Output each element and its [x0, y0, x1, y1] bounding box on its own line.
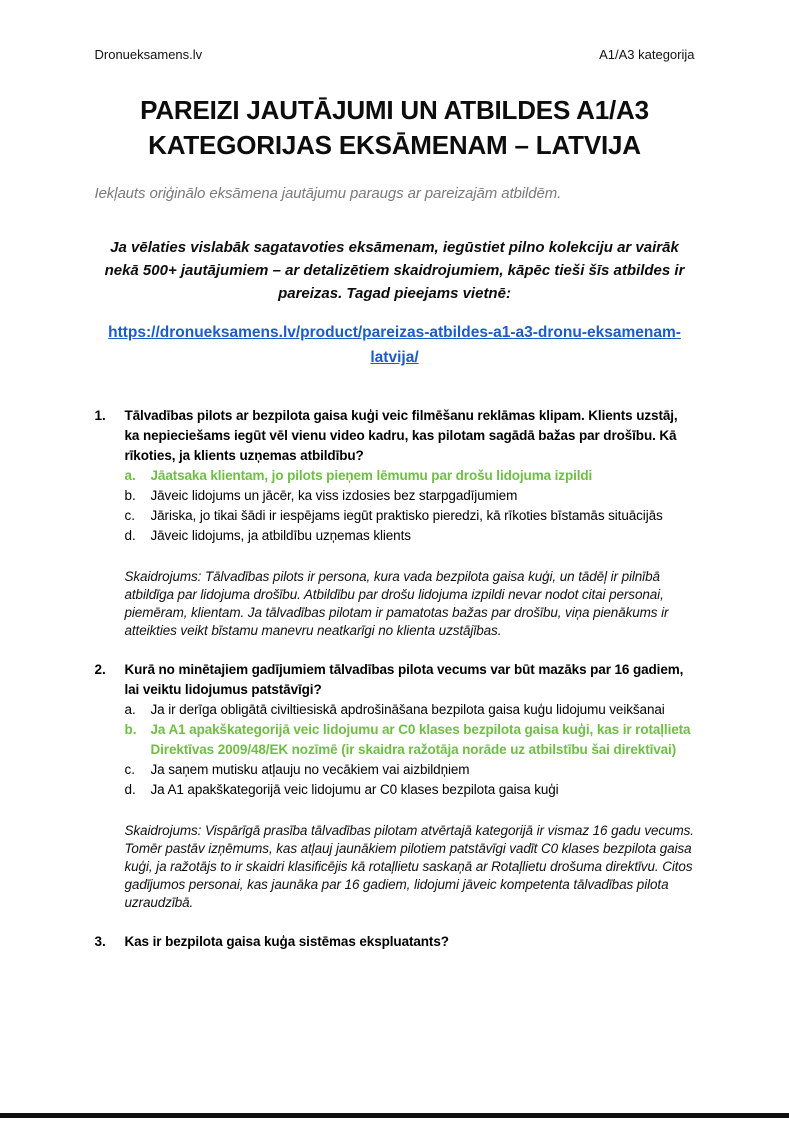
- option-text: Jāveic lidojums un jācēr, ka viss izdosies bez starpgadījumiem: [150, 488, 518, 503]
- bottom-border: [0, 1113, 789, 1118]
- answer-options: [125, 466, 695, 546]
- option-text: Ja saņem mutisku atļauju no vecākiem vai aizbildņiem: [150, 762, 470, 777]
- option-text: Ja ir derīga obligātā civiltiesiskā apdrošināšana bezpilota gaisa kuģu lidojumu veikšanai: [150, 702, 665, 717]
- question-3: [95, 932, 695, 952]
- option-letter: a.: [124, 468, 136, 483]
- option-letter: c.: [124, 762, 136, 777]
- option-text: Jāriska, jo tikai šādi ir iespējams iegūt praktisko pieredzi, kā rīkoties bīstamās situācijās: [150, 508, 663, 523]
- option-letter: d.: [124, 528, 136, 543]
- question-2: [95, 660, 695, 912]
- question-number: 1.: [94, 408, 106, 423]
- question-1: [95, 406, 695, 640]
- product-link[interactable]: https://dronueksamens.lv/product/pareizas-atbildes-a1-a3-dronu-eksamenam-latvija/: [108, 324, 681, 366]
- option-letter: c.: [124, 508, 136, 523]
- option-text: Ja A1 apakškategorijā veic lidojumu ar C0 klases bezpilota gaisa kuģi: [150, 782, 559, 797]
- page-header: [95, 47, 695, 63]
- option-letter: d.: [124, 782, 136, 797]
- option-text: Jāveic lidojums, ja atbildību uzņemas klients: [150, 528, 411, 543]
- page-title: PAREIZI JAUTĀJUMI UN ATBILDES A1/A3 KATEGORIJAS EKSĀMENAM – LATVIJA: [140, 95, 649, 160]
- answer-option: [125, 700, 695, 720]
- option-text: Ja A1 apakškategorijā veic lidojumu ar C0 klases bezpilota gaisa kuģi, kas ir rotaļlieta Direktīvas 2009/48/EK nozīmē (ir skaidra ražotāja norāde uz atbilstību šai direktīvai): [150, 722, 691, 757]
- promo-text: Ja vēlaties vislabāk sagatavoties eksāmenam, iegūstiet pilno kolekciju ar vairāk nekā 500+ jautājumiem – ar detalizētiem skaidrojumiem, kāpēc tieši šīs atbildes ir pareizas. Tagad pieejams vietnē:: [104, 239, 685, 302]
- answer-option: [125, 760, 695, 780]
- question-text: Kas ir bezpilota gaisa kuģa sistēmas ekspluatants?: [124, 934, 449, 949]
- answer-option: [125, 486, 695, 506]
- option-letter: b.: [124, 488, 136, 503]
- question-number: 3.: [94, 934, 106, 949]
- answer-option-correct: [125, 466, 695, 486]
- site-name: Dronueksamens.lv: [94, 47, 203, 62]
- document-content: [95, 0, 695, 952]
- answer-options: [125, 700, 695, 800]
- option-letter: a.: [124, 702, 136, 717]
- question-text: Tālvadības pilots ar bezpilota gaisa kuģi veic filmēšanu reklāmas klipam. Klients uzstāj, ka nepieciešams iegūt vēl vienu video kadru, kas pilotam sagādā bažas par drošību. Kā rīkoties, ja klients uzņemas atbildību?: [124, 408, 678, 463]
- answer-option-correct: [125, 720, 695, 760]
- product-link-wrap: [95, 320, 695, 370]
- answer-option: [125, 506, 695, 526]
- question-text: Kurā no minētajiem gadījumiem tālvadības pilota vecums var būt mazāks par 16 gadiem, lai veiktu lidojumus patstāvīgi?: [124, 662, 684, 697]
- category-label: A1/A3 kategorija: [599, 47, 695, 62]
- explanation: Skaidrojums: Tālvadības pilots ir persona, kura vada bezpilota gaisa kuģi, un tādēļ ir pilnībā atbildīga par lidojuma drošību. Atbildību par drošu lidojuma izpildi nevar nodot citai personai, piemēram, klientam. Ja tālvadības pilotam ir pamatotas bažas par drošību, viņa pienākums ir atteikties veikt bīstamu manevru neatkarīgi no klienta uzstājības.: [124, 569, 669, 638]
- question-list: [95, 406, 695, 952]
- subtitle: Iekļauts oriģinālo eksāmena jautājumu paraugs ar pareizajām atbildēm.: [94, 185, 562, 202]
- answer-option: [125, 526, 695, 546]
- question-number: 2.: [94, 662, 106, 677]
- explanation: Skaidrojums: Vispārīgā prasība tālvadības pilotam atvērtajā kategorijā ir vismaz 16 gadu vecums. Tomēr pastāv izņēmums, kas atļauj jaunākiem pilotiem patstāvīgi vadīt C0 klases bezpilota gaisa kuģi, ja ražotājs to ir skaidri klasificējis kā rotaļlietu saskaņā ar Rotaļlietu drošuma direktīvu. Citos gadījumos personai, kas jaunāka par 16 gadiem, lidojumi jāveic kompetenta tālvadības pilota uzraudzībā.: [124, 823, 694, 910]
- option-text: Jāatsaka klientam, jo pilots pieņem lēmumu par drošu lidojuma izpildi: [150, 468, 593, 483]
- option-letter: b.: [124, 722, 137, 737]
- answer-option: [125, 780, 695, 800]
